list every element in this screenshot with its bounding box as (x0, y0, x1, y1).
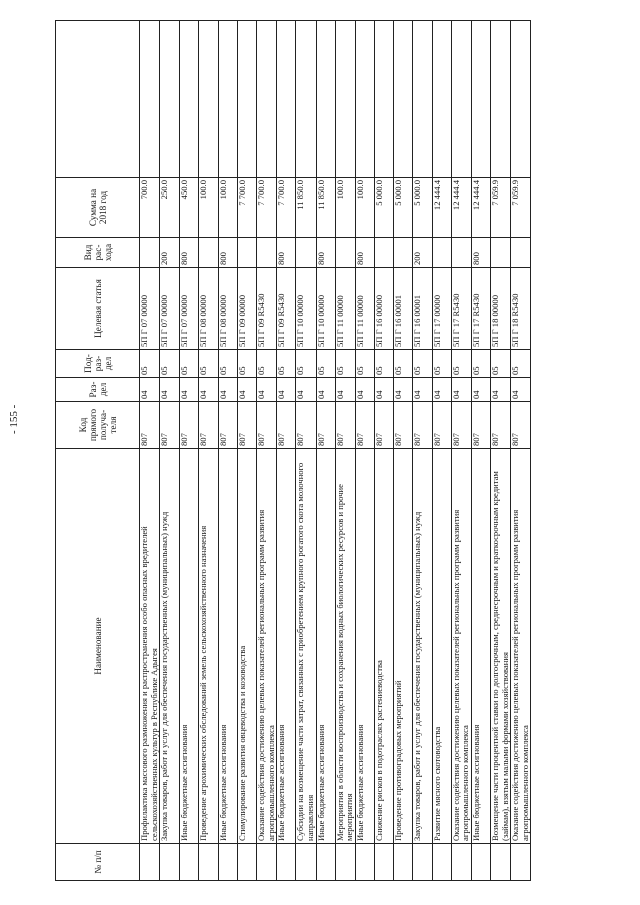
cell-podrazdel: 05 (374, 350, 393, 378)
cell-vid: 800 (471, 238, 490, 268)
cell-razdel: 04 (219, 378, 238, 402)
cell-vid (432, 238, 451, 268)
cell-name: Закупка товаров, работ и услуг для обеспечения государственных (муниципальных) нужд (412, 449, 432, 844)
cell-blank (511, 21, 531, 178)
cell-num (160, 844, 180, 881)
header-sum: Сумма на 2018 год (56, 178, 140, 238)
cell-blank (471, 21, 490, 178)
cell-blank (257, 21, 277, 178)
cell-blank (393, 21, 412, 178)
cell-target: 5П Г 10 00000 (296, 268, 316, 350)
table-row (316, 21, 335, 881)
cell-code: 807 (393, 402, 412, 449)
cell-name: Оказание содействия достижению целевых показателей региональных программ развития агропромышленного комплекса (451, 449, 471, 844)
cell-razdel: 04 (471, 378, 490, 402)
cell-sum: 100.0 (335, 178, 355, 238)
rotated-page (55, 21, 595, 881)
cell-podrazdel: 05 (180, 350, 199, 378)
table-row (490, 21, 510, 881)
cell-razdel: 04 (355, 378, 374, 402)
cell-code: 807 (335, 402, 355, 449)
cell-target: 5П Г 16 00001 (412, 268, 432, 350)
cell-blank (432, 21, 451, 178)
page-number: - 155 - (8, 404, 20, 434)
header-razdel: Раз-дел (56, 378, 140, 402)
table-row (471, 21, 490, 881)
table-row (277, 21, 296, 881)
cell-blank (296, 21, 316, 178)
cell-code: 807 (257, 402, 277, 449)
cell-code: 807 (374, 402, 393, 449)
cell-num (374, 844, 393, 881)
cell-vid (451, 238, 471, 268)
header-code: Код прямого получа-теля (56, 402, 140, 449)
cell-code: 807 (412, 402, 432, 449)
cell-blank (199, 21, 219, 178)
table-row (296, 21, 316, 881)
cell-vid: 200 (160, 238, 180, 268)
header-blank (56, 21, 140, 178)
cell-sum: 7 700.0 (257, 178, 277, 238)
cell-code: 807 (490, 402, 510, 449)
cell-code: 807 (355, 402, 374, 449)
cell-target: 5П Г 17 R5430 (471, 268, 490, 350)
cell-code: 807 (238, 402, 257, 449)
budget-table (55, 20, 531, 881)
cell-vid: 800 (219, 238, 238, 268)
cell-target: 5П Г 09 00000 (238, 268, 257, 350)
cell-razdel: 04 (374, 378, 393, 402)
cell-podrazdel: 05 (393, 350, 412, 378)
cell-sum: 100.0 (219, 178, 238, 238)
cell-name: Иные бюджетные ассигнования (180, 449, 199, 844)
table-row (238, 21, 257, 881)
cell-razdel: 04 (160, 378, 180, 402)
cell-name: Субсидии на возмещение части затрат, связанных с приобретением крупного рогатого скота молочного направления (296, 449, 316, 844)
cell-sum: 12 444.4 (471, 178, 490, 238)
cell-vid: 200 (412, 238, 432, 268)
cell-target: 5П Г 07 00000 (160, 268, 180, 350)
cell-podrazdel: 05 (219, 350, 238, 378)
table-row (511, 21, 531, 881)
cell-vid (335, 238, 355, 268)
header-target: Целевая статья (56, 268, 140, 350)
cell-razdel: 04 (238, 378, 257, 402)
table-row (355, 21, 374, 881)
header-podrazdel: Под-раз-дел (56, 350, 140, 378)
header-name: Наименование (56, 449, 140, 844)
cell-sum: 11 850.0 (296, 178, 316, 238)
cell-sum: 100.0 (355, 178, 374, 238)
cell-num (490, 844, 510, 881)
cell-vid (199, 238, 219, 268)
cell-sum: 5 000.0 (374, 178, 393, 238)
cell-name: Проведение противоградовых мероприятий (393, 449, 412, 844)
cell-podrazdel: 05 (471, 350, 490, 378)
cell-name: Стимулирование развития овцеводства и козоводства (238, 449, 257, 844)
cell-name: Мероприятия в области воспроизводства и сохранения водных биологических ресурсов и прочие мероприятия (335, 449, 355, 844)
cell-name: Иные бюджетные ассигнования (355, 449, 374, 844)
cell-target: 5П Г 11 00000 (355, 268, 374, 350)
header-vid: Вид рас-хода (56, 238, 140, 268)
cell-code: 807 (316, 402, 335, 449)
cell-code: 807 (180, 402, 199, 449)
cell-vid: 800 (355, 238, 374, 268)
cell-vid (140, 238, 160, 268)
cell-vid (511, 238, 531, 268)
cell-blank (219, 21, 238, 178)
cell-razdel: 04 (393, 378, 412, 402)
cell-target: 5П Г 16 00000 (374, 268, 393, 350)
cell-num (471, 844, 490, 881)
cell-target: 5П Г 18 00000 (490, 268, 510, 350)
cell-podrazdel: 05 (238, 350, 257, 378)
cell-name: Иные бюджетные ассигнования (277, 449, 296, 844)
cell-name: Оказание содействия достижению целевых показателей региональных программ развития агропромышленного комплекса (511, 449, 531, 844)
cell-num (412, 844, 432, 881)
cell-num (199, 844, 219, 881)
cell-vid: 800 (180, 238, 199, 268)
cell-code: 807 (140, 402, 160, 449)
cell-razdel: 04 (257, 378, 277, 402)
cell-target: 5П Г 11 00000 (335, 268, 355, 350)
cell-podrazdel: 05 (160, 350, 180, 378)
cell-num (511, 844, 531, 881)
cell-vid: 800 (277, 238, 296, 268)
table-row (199, 21, 219, 881)
cell-num (257, 844, 277, 881)
cell-sum: 7 059.9 (511, 178, 531, 238)
table-row (219, 21, 238, 881)
cell-name: Оказание содействия достижению целевых показателей региональных программ развития агропромышленного комплекса (257, 449, 277, 844)
cell-name: Иные бюджетные ассигнования (471, 449, 490, 844)
cell-sum: 100.0 (199, 178, 219, 238)
cell-target: 5П Г 07 00000 (180, 268, 199, 350)
cell-code: 807 (451, 402, 471, 449)
cell-blank (355, 21, 374, 178)
cell-code: 807 (277, 402, 296, 449)
cell-vid (296, 238, 316, 268)
table-row (412, 21, 432, 881)
cell-podrazdel: 05 (511, 350, 531, 378)
table-row (257, 21, 277, 881)
cell-sum: 12 444.4 (451, 178, 471, 238)
cell-num (355, 844, 374, 881)
cell-name: Проведение агрохимических обследований земель сельскохозяйственного назначения (199, 449, 219, 844)
cell-sum: 450.0 (180, 178, 199, 238)
cell-sum: 5 000.0 (393, 178, 412, 238)
cell-razdel: 04 (412, 378, 432, 402)
cell-code: 807 (199, 402, 219, 449)
cell-razdel: 04 (277, 378, 296, 402)
cell-blank (140, 21, 160, 178)
cell-num (180, 844, 199, 881)
cell-target: 5П Г 09 R5430 (277, 268, 296, 350)
table-row (374, 21, 393, 881)
cell-razdel: 04 (451, 378, 471, 402)
cell-code: 807 (432, 402, 451, 449)
cell-sum: 700.0 (140, 178, 160, 238)
cell-razdel: 04 (199, 378, 219, 402)
table-row (451, 21, 471, 881)
cell-podrazdel: 05 (140, 350, 160, 378)
cell-blank (277, 21, 296, 178)
cell-blank (412, 21, 432, 178)
cell-sum: 11 850.0 (316, 178, 335, 238)
cell-num (277, 844, 296, 881)
table-row (140, 21, 160, 881)
cell-blank (238, 21, 257, 178)
cell-num (432, 844, 451, 881)
cell-blank (490, 21, 510, 178)
cell-razdel: 04 (296, 378, 316, 402)
table-row (180, 21, 199, 881)
cell-vid (238, 238, 257, 268)
cell-razdel: 04 (490, 378, 510, 402)
cell-num (393, 844, 412, 881)
cell-sum: 12 444.4 (432, 178, 451, 238)
cell-num (296, 844, 316, 881)
cell-target: 5П Г 10 00000 (316, 268, 335, 350)
cell-target: 5П Г 09 R5430 (257, 268, 277, 350)
cell-name: Иные бюджетные ассигнования (219, 449, 238, 844)
cell-code: 807 (219, 402, 238, 449)
cell-name: Развитие мясного скотоводства (432, 449, 451, 844)
cell-razdel: 04 (511, 378, 531, 402)
cell-blank (451, 21, 471, 178)
cell-num (335, 844, 355, 881)
table-row (432, 21, 451, 881)
cell-podrazdel: 05 (257, 350, 277, 378)
cell-num (451, 844, 471, 881)
cell-target: 5П Г 16 00001 (393, 268, 412, 350)
cell-vid (490, 238, 510, 268)
cell-name: Закупка товаров, работ и услуг для обеспечения государственных (муниципальных) нужд (160, 449, 180, 844)
cell-podrazdel: 05 (432, 350, 451, 378)
cell-num (316, 844, 335, 881)
cell-code: 807 (160, 402, 180, 449)
cell-name: Профилактика массового размножения и распространения особо опасных вредителей сельскохозяйственных культур в Республике Адыгея (140, 449, 160, 844)
table-row (160, 21, 180, 881)
cell-code: 807 (296, 402, 316, 449)
cell-blank (316, 21, 335, 178)
cell-target: 5П Г 17 R5430 (451, 268, 471, 350)
cell-podrazdel: 05 (490, 350, 510, 378)
cell-num (140, 844, 160, 881)
cell-podrazdel: 05 (316, 350, 335, 378)
cell-target: 5П Г 08 00000 (219, 268, 238, 350)
cell-razdel: 04 (140, 378, 160, 402)
table-header-row (56, 21, 140, 881)
cell-podrazdel: 05 (412, 350, 432, 378)
cell-target: 5П Г 17 00000 (432, 268, 451, 350)
table-body (140, 21, 531, 881)
cell-podrazdel: 05 (355, 350, 374, 378)
table-row (335, 21, 355, 881)
cell-vid (257, 238, 277, 268)
cell-target: 5П Г 08 00000 (199, 268, 219, 350)
cell-blank (180, 21, 199, 178)
header-num: № п/п (56, 844, 140, 881)
cell-razdel: 04 (316, 378, 335, 402)
cell-target: 5П Г 18 R5430 (511, 268, 531, 350)
cell-blank (335, 21, 355, 178)
cell-target: 5П Г 07 00000 (140, 268, 160, 350)
cell-vid (374, 238, 393, 268)
cell-podrazdel: 05 (296, 350, 316, 378)
cell-sum: 5 000.0 (412, 178, 432, 238)
cell-sum: 7 700.0 (238, 178, 257, 238)
cell-podrazdel: 05 (277, 350, 296, 378)
cell-sum: 250.0 (160, 178, 180, 238)
cell-code: 807 (471, 402, 490, 449)
cell-vid (393, 238, 412, 268)
cell-podrazdel: 05 (335, 350, 355, 378)
cell-sum: 7 700.0 (277, 178, 296, 238)
cell-razdel: 04 (180, 378, 199, 402)
cell-code: 807 (511, 402, 531, 449)
cell-blank (374, 21, 393, 178)
cell-blank (160, 21, 180, 178)
cell-razdel: 04 (335, 378, 355, 402)
cell-num (238, 844, 257, 881)
cell-sum: 7 059.9 (490, 178, 510, 238)
cell-num (219, 844, 238, 881)
cell-podrazdel: 05 (451, 350, 471, 378)
cell-name: Иные бюджетные ассигнования (316, 449, 335, 844)
cell-podrazdel: 05 (199, 350, 219, 378)
cell-name: Возмещение части процентной ставки по долгосрочным, среднесрочным и краткосрочным кредитам (займам), взятым малыми формами хозяйствования (490, 449, 510, 844)
cell-name: Снижение рисков в подотраслях растениеводства (374, 449, 393, 844)
cell-vid: 800 (316, 238, 335, 268)
table-row (393, 21, 412, 881)
cell-razdel: 04 (432, 378, 451, 402)
